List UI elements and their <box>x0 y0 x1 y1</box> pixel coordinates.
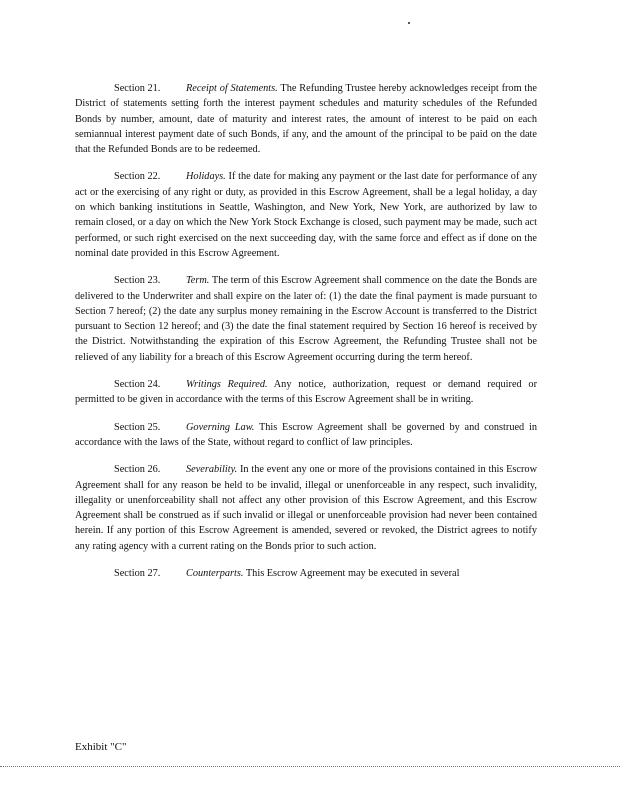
section-number: Section 26. <box>114 464 161 476</box>
section-number: Section 25. <box>114 421 161 433</box>
section-25 <box>75 420 537 451</box>
section-24 <box>75 377 537 408</box>
section-title: Receipt of Statements. <box>186 83 278 94</box>
section-text: The Refunding Trustee hereby acknowledges receipt from the District of statements setting forth the interest payment schedules and maturity schedules of the Refunded Bonds by number, amount, date of maturity and interest rates, the amount of interest to be paid on each semiannual interest payment date of such Bonds, if any, and the amount of the principal to be paid on the date that the Refunded Bonds are to be redeemed. <box>75 83 538 156</box>
section-number: Section 24. <box>114 379 161 391</box>
section-title: Writings Required. <box>186 379 268 391</box>
exhibit-label: Exhibit "C" <box>75 741 127 753</box>
section-text: Any notice, authorization, request or demand required or permitted to be given in accordance with the terms of this Escrow Agreement shall be in writing. <box>75 379 537 406</box>
section-text: This Escrow Agreement may be executed in several <box>245 568 460 580</box>
section-title: Counterparts. <box>186 568 244 580</box>
section-27 <box>75 566 537 581</box>
section-22 <box>75 169 537 261</box>
section-number: Section 21. <box>114 83 161 94</box>
section-number: Section 23. <box>114 275 161 287</box>
section-title: Holidays. <box>186 171 226 183</box>
section-title: Governing Law. <box>186 421 255 433</box>
section-number: Section 22. <box>114 171 161 183</box>
section-text: If the date for making any payment or the last date for performance of any act or the exercising of any right or duty, as provided in this Escrow Agreement, shall be a legal holiday, a day on which banking institutions in Seattle, Washington, and New York, New York, are authorized by law to remain closed, or a day on which the New York Stock Exchange is closed, such payment may be made, such act performed, or such right exercised on the next succeeding day, with the same force and effect as if done on the nominal date provided in this Escrow Agreement. <box>75 171 538 259</box>
scan-artifact <box>408 22 410 24</box>
section-number: Section 27. <box>114 568 161 580</box>
section-23 <box>75 273 537 365</box>
section-26 <box>75 462 537 554</box>
section-21 <box>75 81 537 157</box>
section-title: Term. <box>186 275 210 287</box>
section-text: The term of this Escrow Agreement shall commence on the date the Bonds are delivered to the Underwriter and shall expire on the later of: (1) the date the final payment is made pursuant to Section 7 hereof; (2) the date any surplus money remaining in the Escrow Account is transferred to the District pursuant to Section 12 hereof; and (3) the date the final statement required by Section 16 hereof is received by the District. Notwithstanding the expiration of this Escrow Agreement, the Refunding Trustee shall not be relieved of any liability for a breach of this Escrow Agreement occurring during the term hereof. <box>75 275 537 363</box>
document-body <box>75 81 537 593</box>
section-title: Severability. <box>186 464 238 476</box>
footer-rule <box>0 766 620 768</box>
section-text: In the event any one or more of the provisions contained in this Escrow Agreement shall for any reason be held to be invalid, illegal or unenforceable in any respect, such invalidity, illegality or unenforceability shall not affect any other provision of this Escrow Agreement, and this Escrow Agreement shall be construed as if such invalid or illegal or unenforceable provision had never been contained herein. If any portion of this Escrow Agreement is amended, severed or revoked, the District agrees to notify any rating agency with a current rating on the Bonds prior to such action. <box>75 464 538 552</box>
section-text: This Escrow Agreement shall be governed by and construed in accordance with the laws of the State, without regard to conflict of law principles. <box>75 421 537 448</box>
